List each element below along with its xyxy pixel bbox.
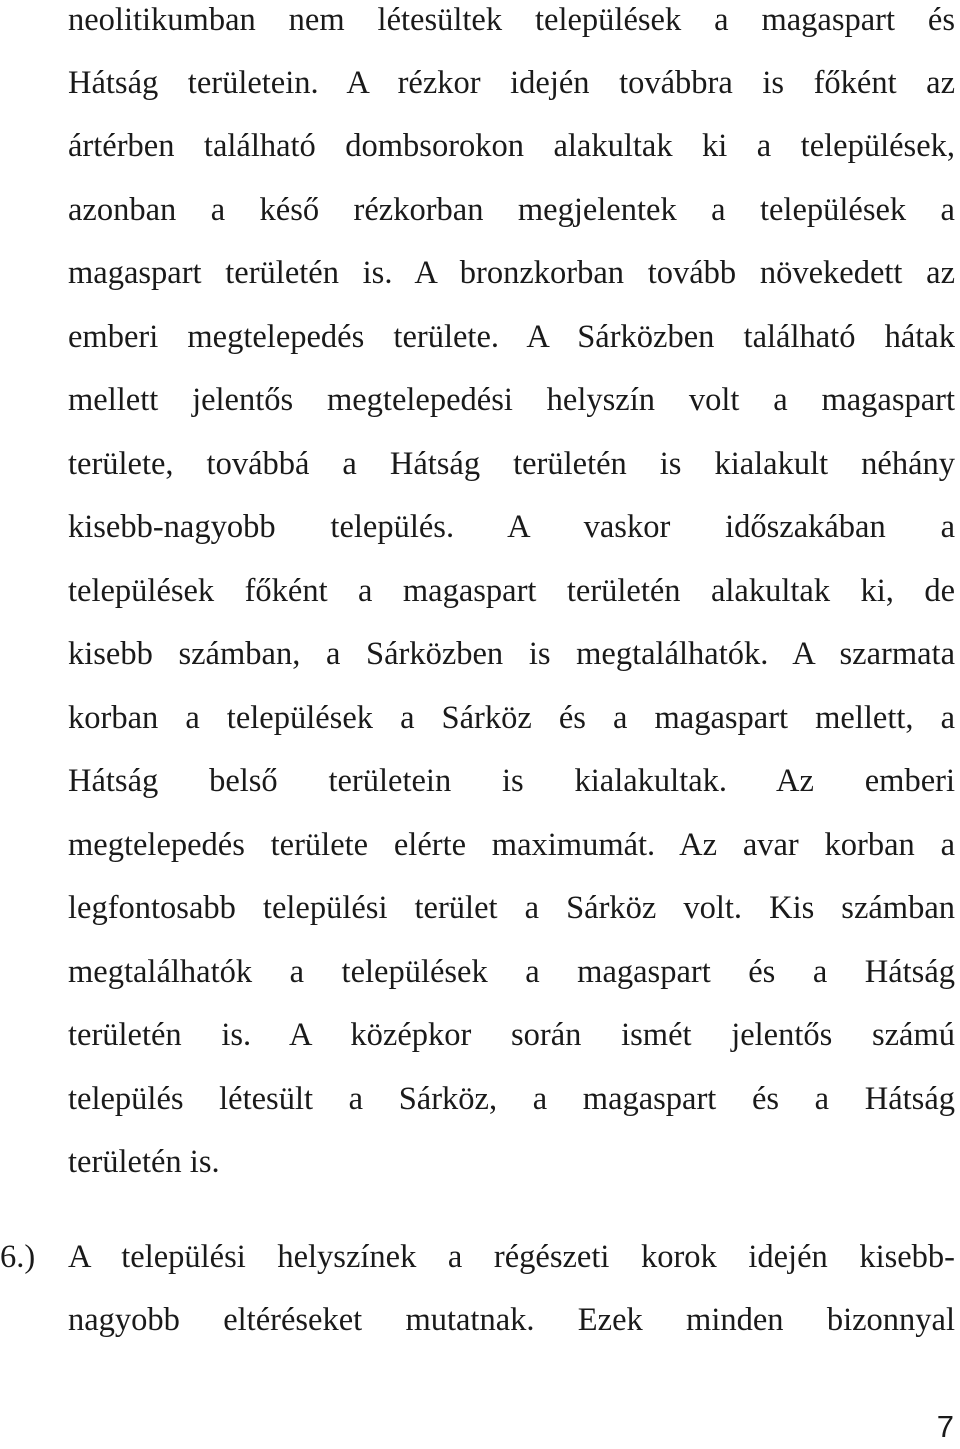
list-item-line-1: A települési helyszínek a régészeti korok idején kisebb-	[68, 1239, 955, 1275]
list-item-number: 6.)	[0, 1239, 36, 1275]
paragraph-line-13: Hátság belső területein is kialakultak. Az emberi	[68, 763, 955, 799]
paragraph-line-17: területén is. A középkor során ismét jelentős számú	[68, 1017, 955, 1053]
paragraph-line-6: emberi megtelepedés területe. A Sárközben található hátak	[68, 319, 955, 355]
paragraph-line-15: legfontosabb települési terület a Sárköz volt. Kis számban	[68, 890, 955, 926]
paragraph-line-2: Hátság területein. A rézkor idején továbbra is főként az	[68, 65, 955, 101]
paragraph-line-10: települések főként a magaspart területén alakultak ki, de	[68, 573, 955, 609]
paragraph-line-9: kisebb-nagyobb település. A vaskor időszakában a	[68, 509, 955, 545]
paragraph-line-3: ártérben található dombsorokon alakultak ki a települések,	[68, 128, 955, 164]
paragraph-line-12: korban a települések a Sárköz és a magaspart mellett, a	[68, 700, 955, 736]
paragraph-line-14: megtelepedés területe elérte maximumát. Az avar korban a	[68, 827, 955, 863]
paragraph-line-8: területe, továbbá a Hátság területén is kialakult néhány	[68, 446, 955, 482]
paragraph-line-4: azonban a késő rézkorban megjelentek a települések a	[68, 192, 955, 228]
paragraph-line-7: mellett jelentős megtelepedési helyszín volt a magaspart	[68, 382, 955, 418]
paragraph-line-18: település létesült a Sárköz, a magaspart és a Hátság	[68, 1081, 955, 1117]
page-number: 7	[936, 1409, 954, 1444]
paragraph-line-11: kisebb számban, a Sárközben is megtalálhatók. A szarmata	[68, 636, 955, 672]
list-item-line-2: nagyobb eltéréseket mutatnak. Ezek minden bizonnyal	[68, 1302, 955, 1338]
paragraph-line-1: neolitikumban nem létesültek települések a magaspart és	[68, 2, 955, 38]
paragraph-line-19: területén is.	[68, 1144, 220, 1180]
paragraph-line-16: megtalálhatók a települések a magaspart és a Hátság	[68, 954, 955, 990]
paragraph-line-5: magaspart területén is. A bronzkorban tovább növekedett az	[68, 255, 955, 291]
